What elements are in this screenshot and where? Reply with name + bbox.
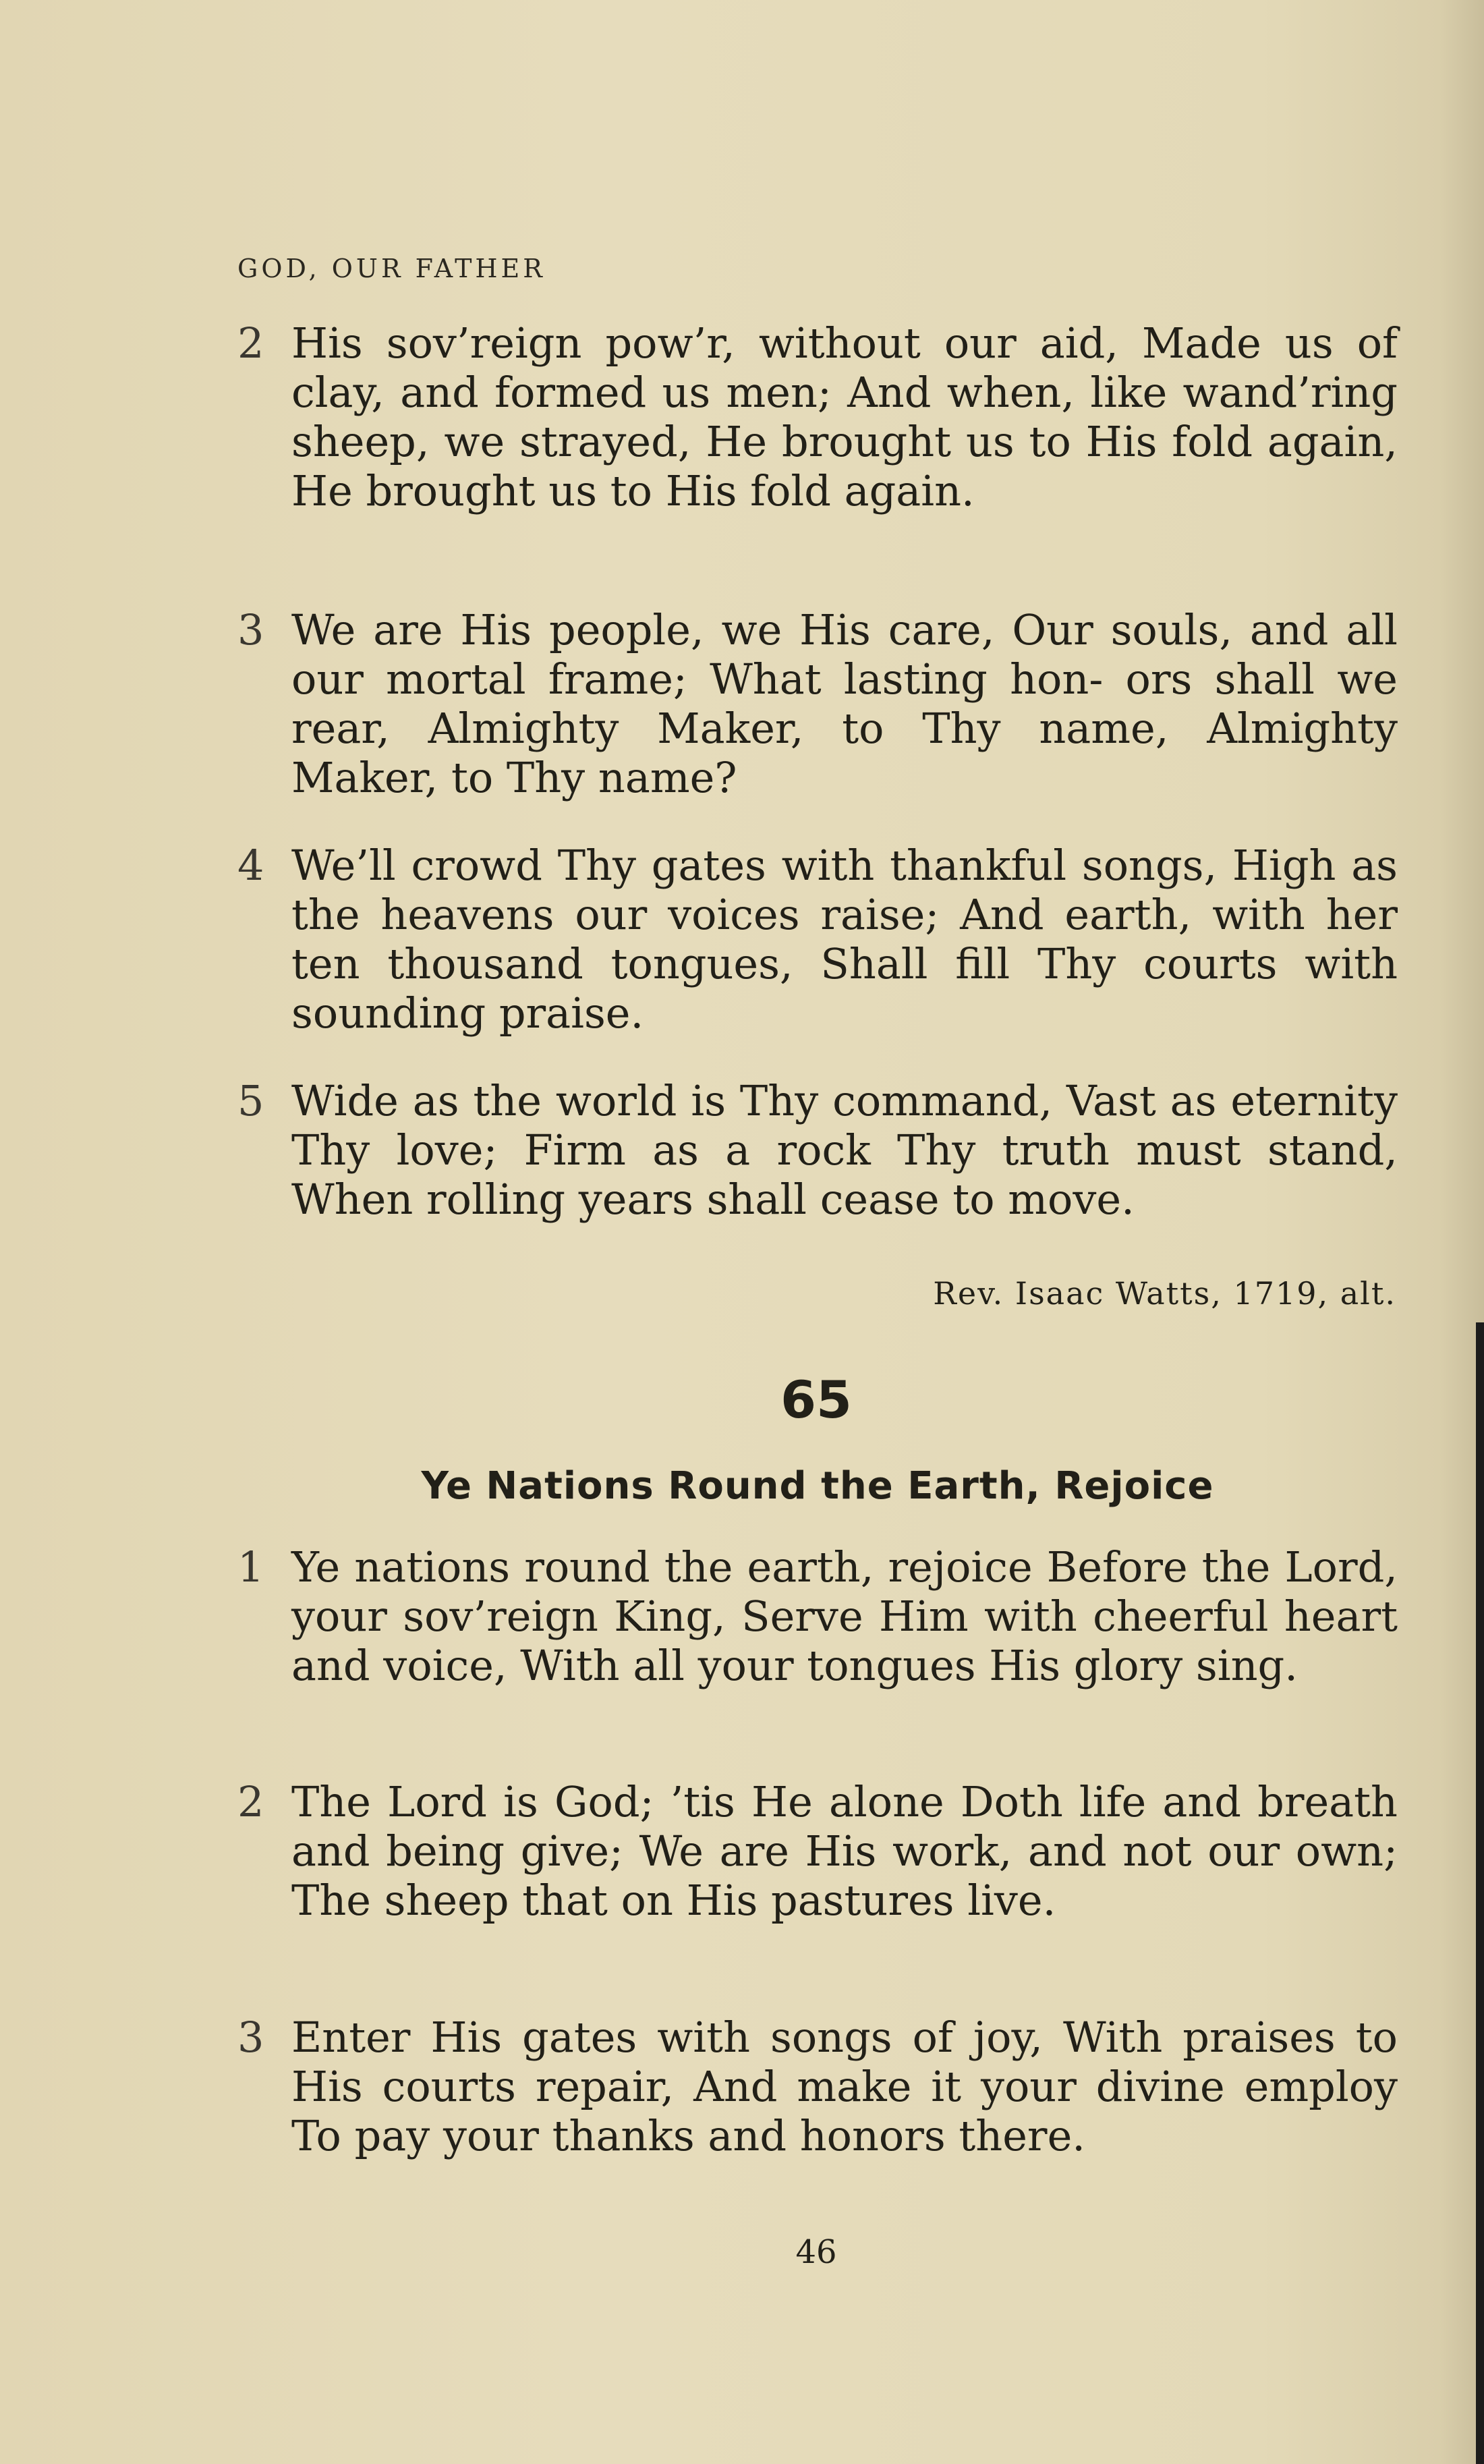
verse-text: We are His people, we His care, Our souls, and all our mortal frame; What lasting hon- ors shall we rear, Almighty Maker, to Thy name, Almighty Maker, to Thy name? — [291, 605, 1398, 802]
verse-text: Enter His gates with songs of joy, With praises to His courts repair, And make it your divine employ To pay your thanks and honors there. — [291, 2013, 1398, 2160]
hymn-title: Ye Nations Round the Earth, Rejoice — [421, 1464, 1214, 1508]
verse-text: Ye nations round the earth, rejoice Before the Lord, your sov’reign King, Serve Him with cheerful heart and voice, With all your tongues His glory sing. — [291, 1542, 1398, 1690]
verse-text: The Lord is God; ’tis He alone Doth life and breath and being give; We are His work, and not our own; The sheep that on His pastures live. — [291, 1777, 1398, 1925]
page-number: 46 — [795, 2233, 837, 2271]
author-attribution: Rev. Isaac Watts, 1719, alt. — [933, 1275, 1396, 1312]
verse-text: Wide as the world is Thy command, Vast as eternity Thy love; Firm as a rock Thy truth must stand, When rolling years shall cease to move. — [291, 1076, 1398, 1224]
verse-number: 1 — [237, 1542, 264, 1592]
verse-text: We’ll crowd Thy gates with thankful songs, High as the heavens our voices raise; And earth, with her ten thousand tongues, Shall fill Thy courts with sounding praise. — [291, 841, 1398, 1038]
verse-number: 4 — [237, 841, 264, 890]
verse-number: 3 — [237, 2013, 264, 2062]
hymn-number: 65 — [780, 1370, 852, 1430]
section-header: GOD, OUR FATHER — [237, 254, 546, 283]
verse-number: 2 — [237, 1777, 264, 1826]
verse-number: 3 — [237, 605, 264, 654]
verse-text: His sov’reign pow’r, without our aid, Made us of clay, and formed us men; And when, like wand’ring sheep, we strayed, He brought us to His fold again, He brought us to His fold again. — [291, 318, 1398, 515]
verse-number: 5 — [237, 1076, 264, 1125]
page-edge-shadow — [1476, 1322, 1484, 2464]
verse-number: 2 — [237, 318, 264, 368]
